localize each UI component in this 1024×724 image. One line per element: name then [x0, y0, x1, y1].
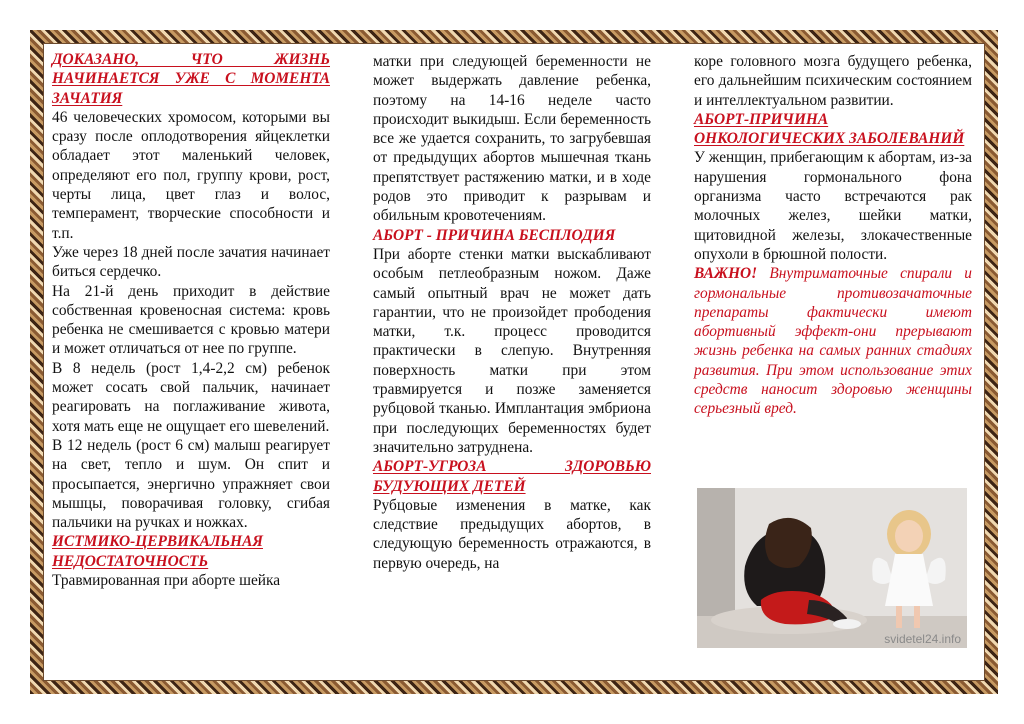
heading-infertility: АБОРТ - ПРИЧИНА БЕСПЛОДИЯ: [373, 226, 616, 244]
paragraph-12-weeks: В 12 недель (рост 6 см) малыш реагирует на свет, тепло и шум. Он спит и просыпается, энергично упражняет свои мышцы, поворачивая головку, сгибая пальчики на ручках и ножках.: [52, 436, 330, 532]
paragraph-scar-changes: Рубцовые изменения в матке, как следствие предыдущих абортов, в следующую беременность отражаются, в первую очередь, на: [373, 496, 651, 572]
heading-oncology: АБОРТ-ПРИЧИНА ОНКОЛОГИЧЕСКИХ ЗАБОЛЕВАНИЙ: [694, 110, 965, 148]
paragraph-brain: коре головного мозга будущего ребенка, его дальнейшим психическим состоянием и интеллектуальном развитии.: [694, 53, 972, 109]
illustration: [697, 488, 967, 648]
paragraph-chromosomes: 46 человеческих хромосом, которыми вы сразу после оплодотворения яйцеклетки обладает этот маленький человек, определяют его пол, группу крови, рост, черты лица, цвет глаз и волос, темперамент, творческие способности и т.п.: [52, 108, 330, 242]
paragraph-cervix: Травмированная при аборте шейка: [52, 572, 281, 590]
column-1: [52, 50, 330, 590]
heading-future-children: АБОРТ-УГРОЗА ЗДОРОВЬЮ БУДУЮЩИХ ДЕТЕЙ: [373, 458, 651, 495]
paragraph-uterus-damage: При аборте стенки матки выскабливают особым петлеобразным ножом. Даже самый опытный врач не может дать гарантии, что не произойдет прободения матки, т.к. процесс проводится практически в слепую. Внутренняя поверхность матки при этом травмируется и позже заменяется рубцовой тканью. Имплантация эмбриона при последующих беременностях будет значительно затруднена.: [373, 245, 651, 456]
paragraph-8-weeks: В 8 недель (рост 1,4-2,2 см) ребенок может сосать свой пальчик, начинает реагировать на поглаживание живота, хотя мать еще не ощущает его шевелений.: [52, 359, 330, 435]
paragraph-miscarriage: матки при следующей беременности не может выдержать давление ребенка, поэтому на 14-16 неделе часто происходит выкидыш. Если беременность все же удается сохранить, то загрубевшая от предыдущих абортов мышечная ткань препятствует растяжению матки, и в ходе родов это приводит к разрывам и обильным кровотечениям.: [373, 53, 651, 225]
heading-cervical-insufficiency: ИСТМИКО-ЦЕРВИКАЛЬНАЯ НЕДОСТАТОЧНОСТЬ: [52, 533, 263, 570]
important-label: ВАЖНО!: [694, 265, 758, 283]
paragraph-heart: Уже через 18 дней после зачатия начинает биться сердечко.: [52, 243, 330, 281]
heading-life-begins: ДОКАЗАНО, ЧТО ЖИЗНЬ НАЧИНАЕТСЯ УЖЕ С МОМЕНТА ЗАЧАТИЯ: [52, 51, 330, 107]
watermark: svidetel24.info: [884, 632, 961, 646]
paragraph-blood-system: На 21-й день приходит в действие собственная кровеносная система: кровь ребенка не смешивается с кровью матери и может отличаться от нее по группе.: [52, 282, 330, 358]
column-3: [694, 52, 972, 419]
important-text: Внутриматочные спирали и гормональные противозачаточные препараты фактически имеют абортивный эффект-они прерывают жизнь ребенка на самых ранних стадиях развития. При этом использование этих средств наносит здоровью женщины серьезный вред.: [694, 265, 972, 418]
paragraph-important: [694, 264, 972, 418]
column-2: [373, 52, 651, 573]
paragraph-hormonal: У женщин, прибегающим к абортам, из-за нарушения гормонального фона организма часто встречаются рак молочных желез, шейки матки, щитовидной железы, злокачественные опухоли в брюшной полости.: [694, 149, 972, 263]
photo-sad-woman-and-child-angel: [697, 488, 967, 648]
